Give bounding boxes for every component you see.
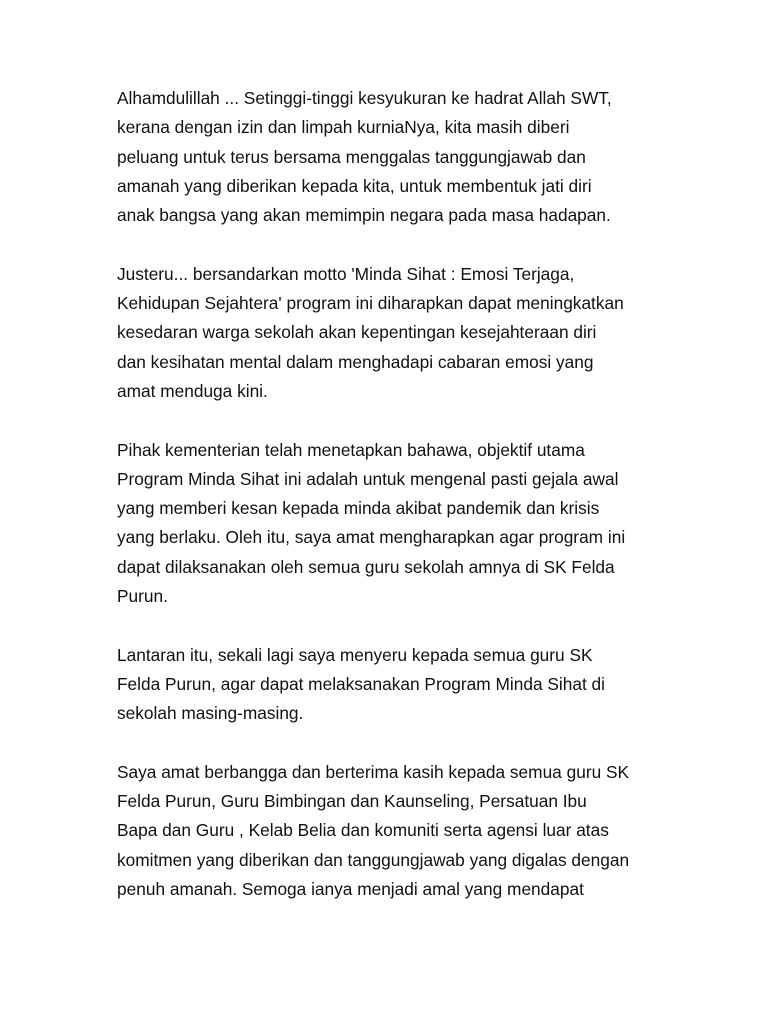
text-line: amat menduga kini. bbox=[117, 380, 268, 401]
text-line: Bapa dan Guru , Kelab Belia dan komuniti serta agensi luar atas bbox=[117, 820, 609, 841]
text-line: peluang untuk terus bersama menggalas tanggungjawab dan bbox=[117, 146, 586, 167]
text-line: kerana dengan izin dan limpah kurniaNya, kita masih diberi bbox=[117, 117, 570, 138]
text-line: amanah yang diberikan kepada kita, untuk membentuk jati diri bbox=[117, 175, 592, 196]
paragraph-3 bbox=[117, 436, 665, 612]
text-line: Pihak kementerian telah menetapkan bahawa, objektif utama bbox=[117, 439, 585, 460]
paragraph-5 bbox=[117, 758, 665, 904]
text-line: Felda Purun, Guru Bimbingan dan Kaunseling, Persatuan Ibu bbox=[117, 791, 587, 812]
text-line: Lantaran itu, sekali lagi saya menyeru kepada semua guru SK bbox=[117, 644, 593, 665]
text-line: Purun. bbox=[117, 586, 168, 607]
text-line: komitmen yang diberikan dan tanggungjawab yang digalas dengan bbox=[117, 849, 630, 870]
text-line: Felda Purun, agar dapat melaksanakan Program Minda Sihat di bbox=[117, 673, 605, 694]
text-line: Kehidupan Sejahtera' program ini diharapkan dapat meningkatkan bbox=[117, 293, 624, 314]
document-body bbox=[117, 84, 665, 934]
text-line: Justeru... bersandarkan motto 'Minda Sihat : Emosi Terjaga, bbox=[117, 263, 575, 284]
paragraph-1 bbox=[117, 84, 665, 230]
paragraph-4 bbox=[117, 641, 665, 729]
text-line: yang memberi kesan kepada minda akibat pandemik dan krisis bbox=[117, 498, 600, 519]
text-line: Program Minda Sihat ini adalah untuk mengenal pasti gejala awal bbox=[117, 468, 619, 489]
text-line: dan kesihatan mental dalam menghadapi cabaran emosi yang bbox=[117, 351, 594, 372]
paragraph-2 bbox=[117, 260, 665, 406]
text-line: yang berlaku. Oleh itu, saya amat mengharapkan agar program ini bbox=[117, 527, 626, 548]
text-line: Saya amat berbangga dan berterima kasih kepada semua guru SK bbox=[117, 761, 630, 782]
text-line: Alhamdulillah ... Setinggi-tinggi kesyukuran ke hadrat Allah SWT, bbox=[117, 88, 612, 108]
text-line: anak bangsa yang akan memimpin negara pada masa hadapan. bbox=[117, 205, 611, 226]
text-line: sekolah masing-masing. bbox=[117, 703, 304, 724]
text-line: dapat dilaksanakan oleh semua guru sekolah amnya di SK Felda bbox=[117, 556, 615, 577]
text-line: kesedaran warga sekolah akan kepentingan kesejahteraan diri bbox=[117, 322, 597, 343]
text-line: penuh amanah. Semoga ianya menjadi amal yang mendapat bbox=[117, 879, 584, 900]
